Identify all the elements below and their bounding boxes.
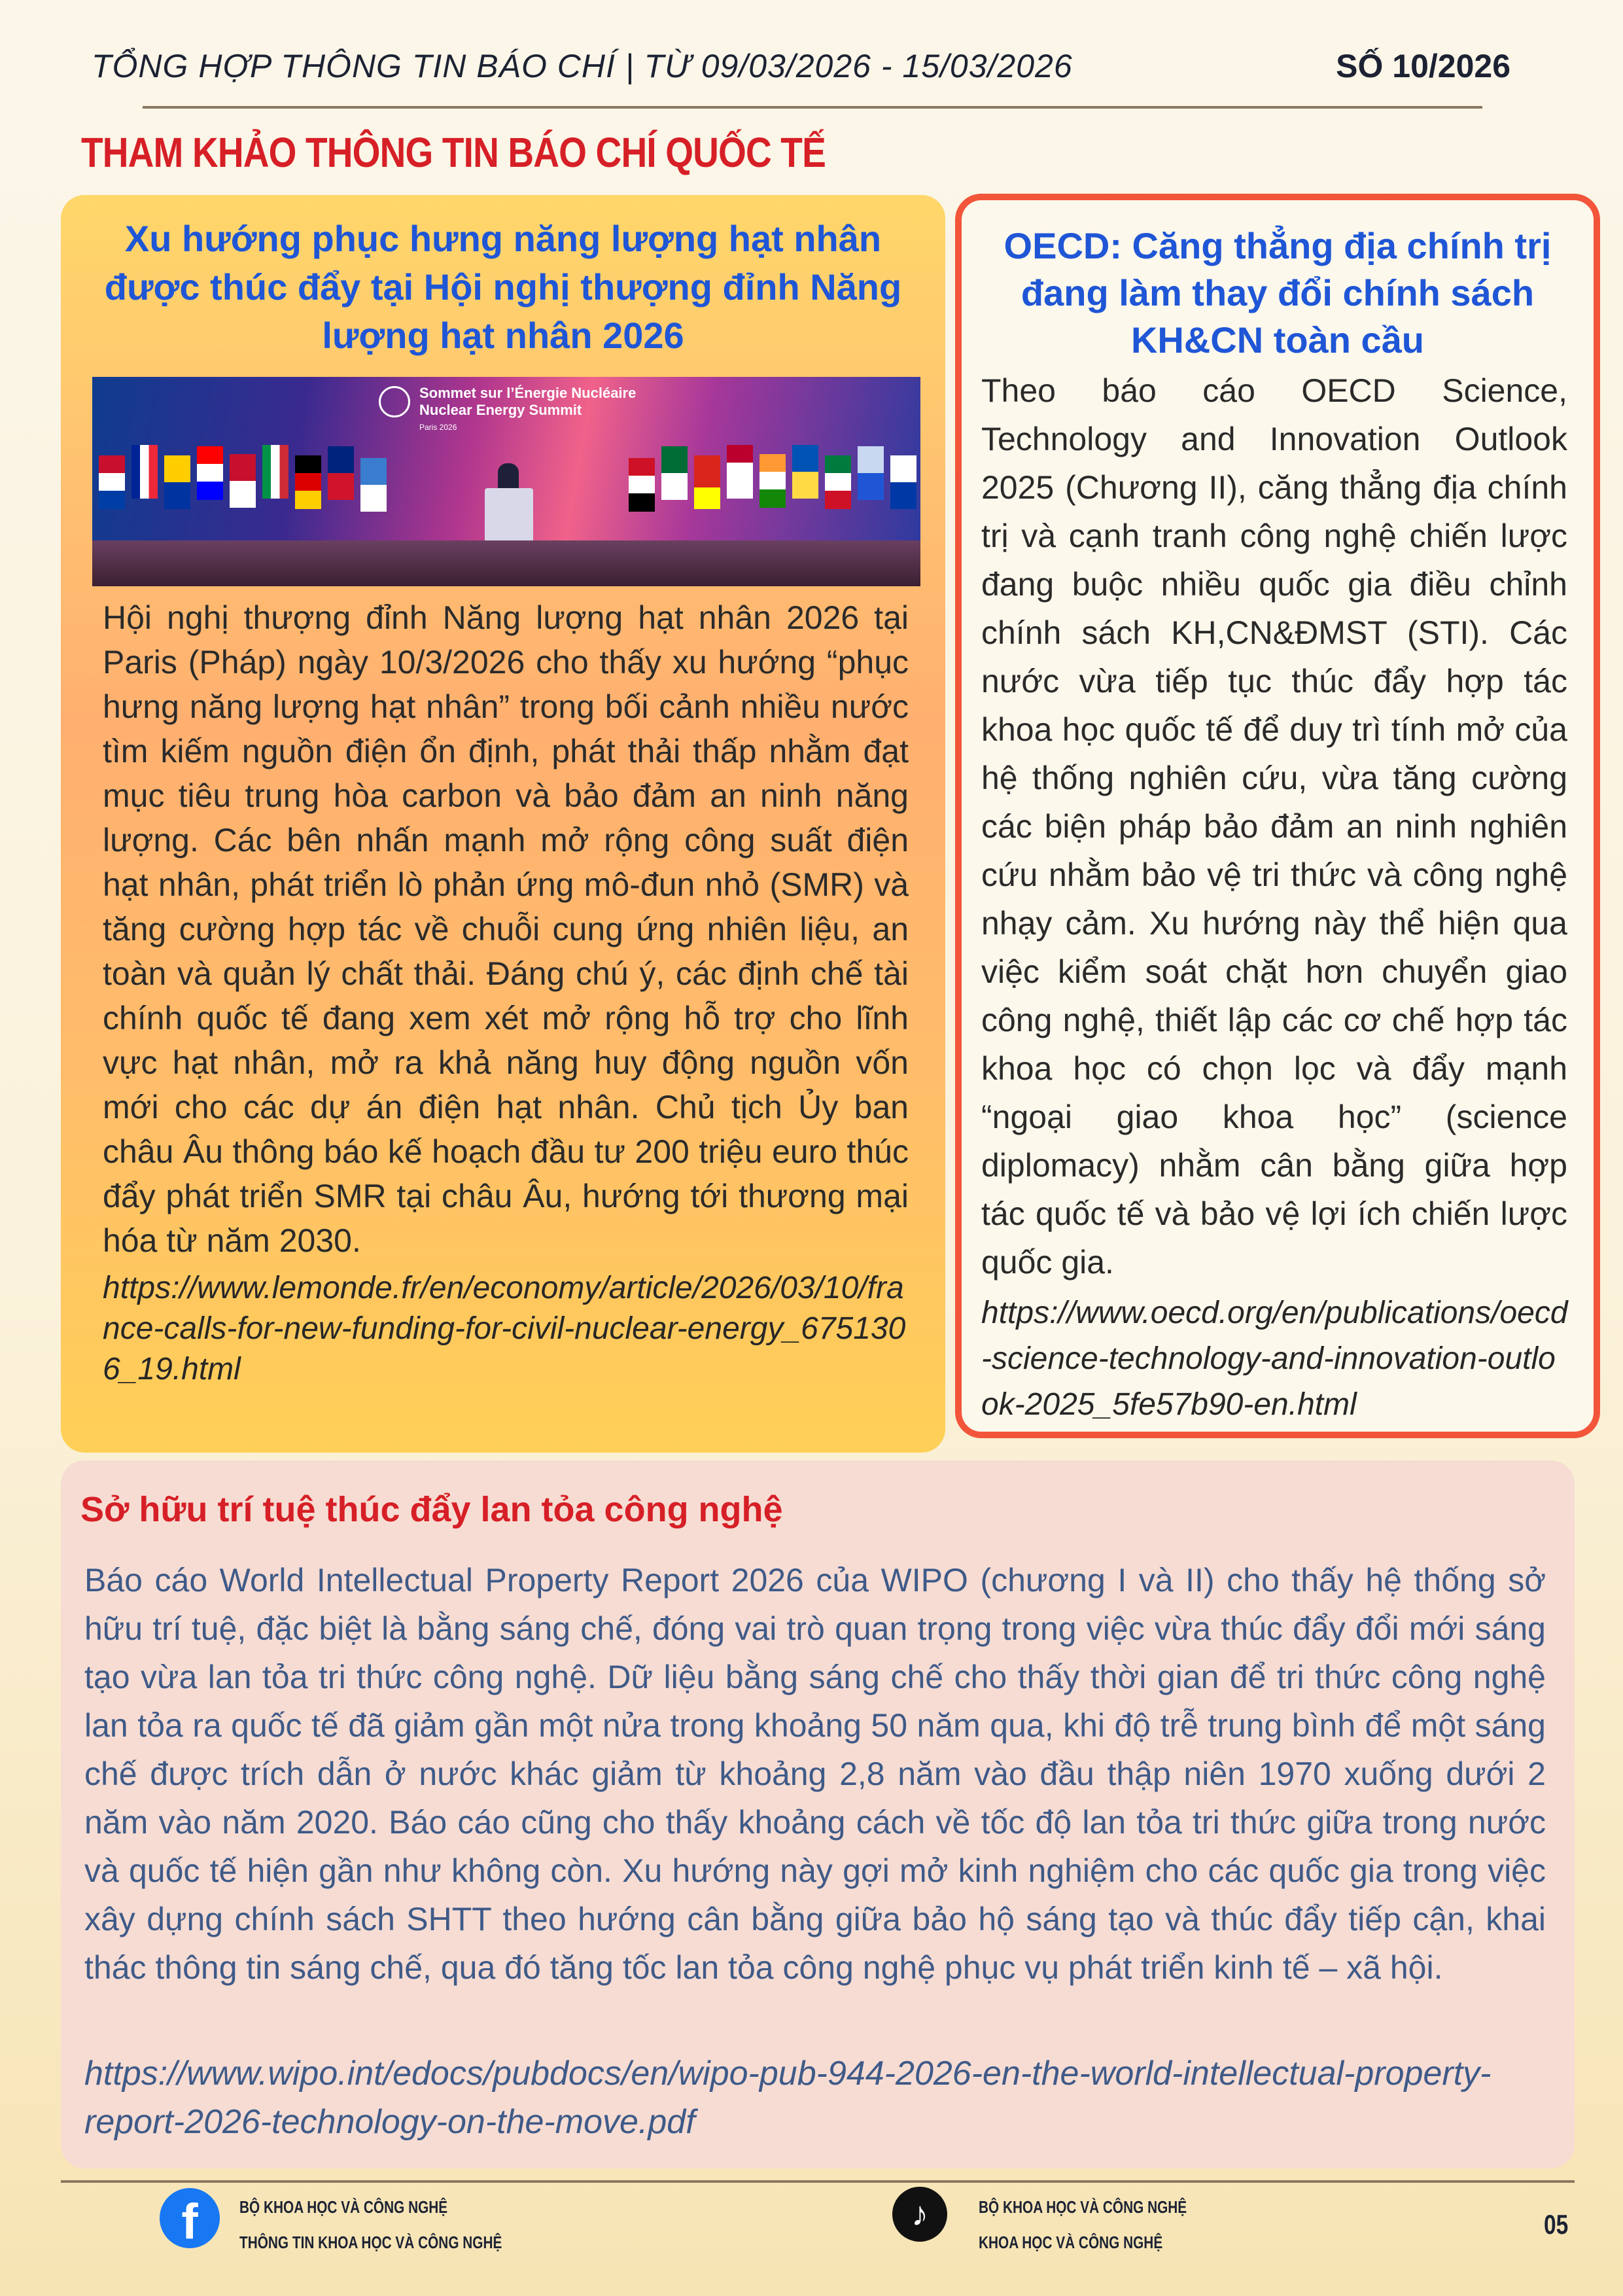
article-card-ip: [61, 1460, 1575, 2168]
header-divider: [143, 106, 1482, 109]
tiktok-line-2: KHOA HỌC VÀ CÔNG NGHỆ: [979, 2233, 1163, 2252]
flag: [825, 455, 851, 509]
facebook-line-1: BỘ KHOA HỌC VÀ CÔNG NGHỆ: [239, 2197, 448, 2217]
banner-line-2: Nuclear Energy Summit: [419, 402, 582, 418]
flag: [360, 458, 387, 512]
flag: [230, 454, 256, 508]
source-link[interactable]: https://www.oecd.org/en/publications/oecd-science-technology-and-innovation-outlook-2025_5fe57b90-en.html: [981, 1296, 1568, 1422]
footer-divider: [61, 2180, 1575, 2183]
summit-banner: [419, 385, 636, 436]
issue-number: SỐ 10/2026: [1336, 48, 1510, 84]
article-body: Hội nghị thượng đỉnh Năng lượng hạt nhân 2026 tại Paris (Pháp) ngày 10/3/2026 cho thấy xu hướng “phục hưng năng lượng hạt nhân” trong bối cảnh nhiều nước tìm kiếm nguồn điện ổn định, phát thải thấp nhằm đạt mục tiêu trung hòa carbon và bảo đảm an ninh năng lượng. Các bên nhấn mạnh mở rộng công suất điện hạt nhân, phát triển lò phản ứng mô-đun nhỏ (SMR) và tăng cường hợp tác về chuỗi cung ứng nhiên liệu, an toàn và quản lý chất thải. Đáng chú ý, các định chế tài chính quốc tế đang xem xét mở rộng hỗ trợ cho lĩnh vực hạt nhân, mở ra khả năng huy động nguồn vốn mới cho các dự án điện hạt nhân. Chủ tịch Ủy ban châu Âu thông báo kế hoạch đầu tư 200 triệu euro thúc đẩy phát triển SMR tại châu Âu, hướng tới thương mại hóa từ năm 2030.: [103, 599, 909, 1259]
flag: [164, 455, 190, 509]
flag: [694, 455, 720, 509]
flag: [197, 446, 223, 500]
facebook-icon[interactable]: f: [160, 2188, 220, 2248]
header-title: TỔNG HỢP THÔNG TIN BÁO CHÍ | TỪ 09/03/2026 - 15/03/2026: [92, 48, 1073, 84]
flag: [131, 445, 158, 499]
flag: [792, 445, 818, 499]
article-body: Báo cáo World Intellectual Property Report 2026 của WIPO (chương I và II) cho thấy hệ thống sở hữu trí tuệ, đặc biệt là bằng sáng chế, đóng vai trò quan trọng trong việc vừa thúc đẩy đổi mới sáng tạo vừa lan tỏa tri thức công nghệ. Dữ liệu bằng sáng chế cho thấy thời gian để tri thức công nghệ lan tỏa ra quốc tế đã giảm gần một nửa trong khoảng 50 năm qua, khi độ trễ trung bình để một sáng chế được trích dẫn ở nước khác giảm từ khoảng 2,8 năm vào đầu thập niên 1970 xuống dưới 2 năm vào năm 2020. Báo cáo cũng cho thấy khoảng cách về tốc độ lan tỏa tri thức giữa trong nước và quốc tế hiện gần như không còn. Xu hướng này gợi mở kinh nghiệm cho các quốc gia trong việc xây dựng chính sách SHTT theo hướng cân bằng giữa bảo hộ sáng tạo và thúc đẩy tiếp cận, khai thác thông tin sáng chế, qua đó tăng tốc lan tỏa công nghệ phục vụ phát triển kinh tế – xã hội.: [84, 1562, 1546, 1986]
flag: [295, 455, 321, 509]
article-body: Theo báo cáo OECD Science, Technology and Innovation Outlook 2025 (Chương II), căng thẳng địa chính trị và cạnh tranh công nghệ chiến lược đang buộc nhiều quốc gia điều chỉnh chính sách KH,CN&ĐMST (STI). Các nước vừa tiếp tục thúc đẩy hợp tác khoa học quốc tế để duy trì tính mở của hệ thống nghiên cứu, vừa tăng cường các biện pháp bảo đảm an ninh nghiên cứu nhằm bảo vệ tri thức và công nghệ nhạy cảm. Xu hướng này thể hiện qua việc kiểm soát chặt hơn chuyển giao công nghệ, thiết lập các cơ chế hợp tác khoa học có chọn lọc và đẩy mạnh “ngoại giao khoa học” (science diplomacy) nhằm cân bằng giữa hợp tác quốc tế và bảo vệ lợi ích chiến lược quốc gia.: [981, 372, 1567, 1280]
source-link[interactable]: https://www.wipo.int/edocs/pubdocs/en/wipo-pub-944-2026-en-the-world-intellectual-property-report-2026-technology-on-the-move.pdf: [84, 2055, 1492, 2141]
article-title: OECD: Căng thẳng địa chính trị đang làm thay đổi chính sách KH&CN toàn cầu: [1003, 225, 1552, 361]
banner-line-3: Paris 2026: [419, 423, 457, 432]
tiktok-label: [979, 2189, 1187, 2260]
source-link[interactable]: https://www.lemonde.fr/en/economy/article/2026/03/10/france-calls-for-new-funding-for-civil-nuclear-energy_6751306_19.html: [103, 1271, 906, 1386]
banner-line-1: Sommet sur l’Énergie Nucléaire: [419, 385, 637, 401]
article-title: Xu hướng phục hưng năng lượng hạt nhân được thúc đẩy tại Hội nghị thượng đỉnh Năng lượng hạt nhân 2026: [104, 218, 902, 356]
flag: [890, 455, 916, 509]
flag: [629, 458, 655, 512]
summit-photo: [92, 377, 920, 586]
flag: [328, 446, 354, 500]
flag: [661, 446, 688, 500]
facebook-label: [239, 2189, 502, 2260]
section-heading: THAM KHẢO THÔNG TIN BÁO CHÍ QUỐC TẾ: [81, 129, 826, 176]
article-card-nuclear: [61, 195, 945, 1453]
flag: [727, 445, 753, 499]
page-number: 05: [1544, 2209, 1569, 2240]
flag: [262, 445, 288, 499]
flag: [858, 446, 884, 500]
article-card-oecd: [955, 194, 1600, 1438]
tiktok-line-1: BỘ KHOA HỌC VÀ CÔNG NGHỆ: [979, 2197, 1187, 2217]
stage-floor: [92, 540, 920, 586]
flag: [99, 455, 125, 509]
article-title: Sở hữu trí tuệ thúc đẩy lan tỏa công nghệ: [80, 1490, 783, 1529]
tiktok-icon[interactable]: ♪: [892, 2187, 947, 2242]
flag: [759, 454, 786, 508]
summit-logo: [379, 386, 410, 417]
facebook-line-2: THÔNG TIN KHOA HỌC VÀ CÔNG NGHỆ: [239, 2233, 502, 2252]
